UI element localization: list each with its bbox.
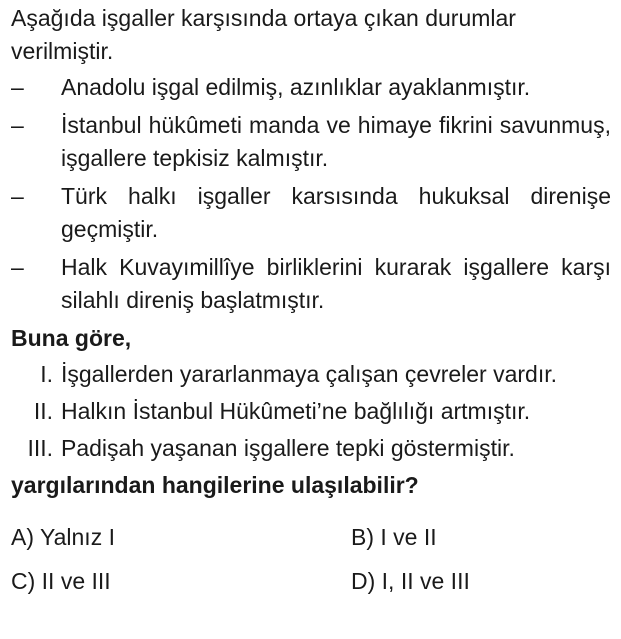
statement-item	[11, 432, 611, 465]
statement-number: II.	[33, 398, 53, 424]
situation-item	[11, 71, 611, 104]
statement-item	[11, 358, 611, 391]
question-prompt: yargılarından hangilerine ulaşılabilir?	[11, 472, 419, 498]
dash-marker: –	[11, 183, 24, 209]
statement-number: III.	[27, 435, 53, 461]
situation-text: Türk halkı işgaller karsısında hukuksal direnişe geçmiştir.	[61, 183, 611, 242]
answer-options	[11, 522, 611, 596]
option-c[interactable]: C) II ve III	[11, 568, 111, 594]
statement-item	[11, 395, 611, 428]
situation-text: Anadolu işgal edilmiş, azınlıklar ayaklanmıştır.	[61, 74, 531, 100]
situation-item	[11, 180, 611, 246]
situation-item	[11, 251, 611, 317]
situation-text: İstanbul hükûmeti manda ve himaye fikrini savunmuş, işgallere tepkisiz kalmıştır.	[61, 112, 611, 171]
statement-text: İşgallerden yararlanmaya çalışan çevreler vardır.	[61, 361, 558, 387]
option-b[interactable]: B) I ve II	[351, 524, 437, 550]
dash-marker: –	[11, 254, 24, 280]
question-block	[11, 2, 611, 596]
question-lead: Buna göre,	[11, 325, 132, 351]
situation-item	[11, 109, 611, 175]
dash-marker: –	[11, 74, 24, 100]
option-d[interactable]: D) I, II ve III	[351, 568, 470, 594]
situation-text: Halk Kuvayımillîye birliklerini kurarak işgallere karşı silahlı direniş başlatmıştır.	[61, 254, 611, 313]
statement-text: Halkın İstanbul Hükûmeti’ne bağlılığı artmıştır.	[61, 398, 531, 424]
dash-marker: –	[11, 112, 24, 138]
statement-text: Padişah yaşanan işgallere tepki göstermiştir.	[61, 435, 515, 461]
question-intro: Aşağıda işgaller karşısında ortaya çıkan durumlar verilmiştir.	[11, 5, 516, 64]
statement-number: I.	[40, 361, 53, 387]
option-a[interactable]: A) Yalnız I	[11, 524, 115, 550]
